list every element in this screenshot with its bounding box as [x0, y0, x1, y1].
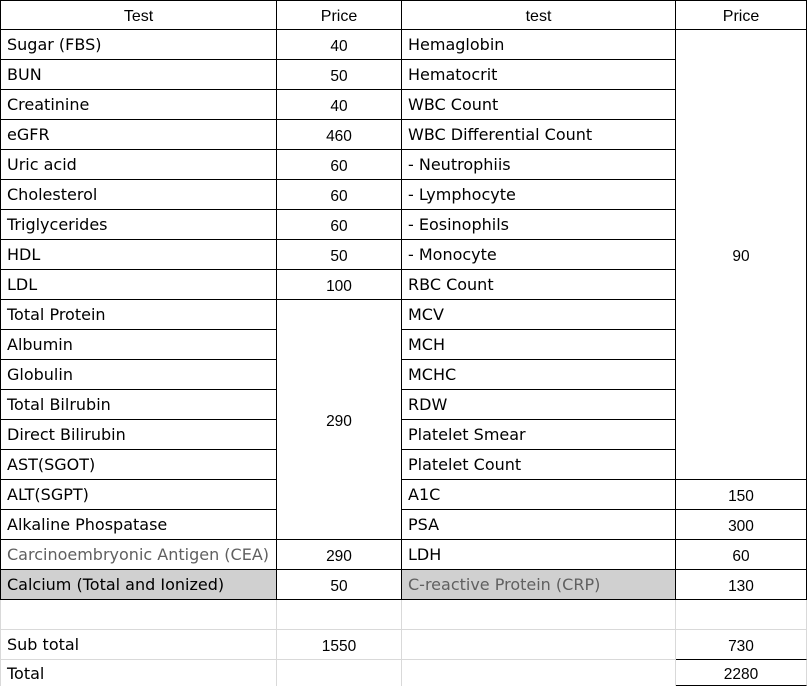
right-subtotal[interactable]: 730	[676, 630, 807, 660]
left-test-name[interactable]: Calcium (Total and Ionized)	[0, 570, 277, 600]
right-test-name[interactable]: LDH	[402, 540, 676, 570]
left-price[interactable]: 50	[277, 240, 402, 270]
right-test-name[interactable]: WBC Count	[402, 90, 676, 120]
left-test-name[interactable]: AST(SGOT)	[0, 450, 277, 480]
left-price[interactable]: 290	[277, 540, 402, 570]
left-test-name[interactable]: Globulin	[0, 360, 277, 390]
left-test-name[interactable]: Total Protein	[0, 300, 277, 330]
left-test-name[interactable]: Carcinoembryonic Antigen (CEA)	[0, 540, 277, 570]
left-test-name[interactable]: Uric acid	[0, 150, 277, 180]
left-price[interactable]: 60	[277, 150, 402, 180]
left-test-name[interactable]: Sugar (FBS)	[0, 30, 277, 60]
right-price[interactable]: 130	[676, 570, 807, 600]
left-test-name[interactable]: Cholesterol	[0, 180, 277, 210]
right-test-name[interactable]: Platelet Smear	[402, 420, 676, 450]
right-test-name[interactable]: RBC Count	[402, 270, 676, 300]
right-test-name[interactable]: - Monocyte	[402, 240, 676, 270]
right-test-name[interactable]: Platelet Count	[402, 450, 676, 480]
right-test-name[interactable]: Hematocrit	[402, 60, 676, 90]
left-price[interactable]: 50	[277, 570, 402, 600]
right-test-name[interactable]: RDW	[402, 390, 676, 420]
blank-cell[interactable]	[402, 660, 676, 686]
left-test-name[interactable]: HDL	[0, 240, 277, 270]
left-test-name[interactable]: BUN	[0, 60, 277, 90]
blank-cell[interactable]	[0, 600, 277, 630]
left-test-name[interactable]: Creatinine	[0, 90, 277, 120]
right-test-name[interactable]: A1C	[402, 480, 676, 510]
left-test-name[interactable]: Direct Bilirubin	[0, 420, 277, 450]
right-merged-price[interactable]: 90	[676, 30, 807, 480]
header-test-right[interactable]: test	[402, 0, 676, 30]
right-test-name[interactable]: C-reactive Protein (CRP)	[402, 570, 676, 600]
blank-cell[interactable]	[402, 600, 676, 630]
right-test-name[interactable]: MCV	[402, 300, 676, 330]
left-test-name[interactable]: ALT(SGPT)	[0, 480, 277, 510]
left-price[interactable]: 40	[277, 90, 402, 120]
blank-cell[interactable]	[277, 600, 402, 630]
grand-total[interactable]: 2280	[676, 660, 807, 686]
subtotal-label[interactable]: Sub total	[0, 630, 277, 660]
right-test-name[interactable]: Hemaglobin	[402, 30, 676, 60]
right-test-name[interactable]: MCH	[402, 330, 676, 360]
right-test-name[interactable]: - Neutrophiis	[402, 150, 676, 180]
right-price[interactable]: 150	[676, 480, 807, 510]
left-test-name[interactable]: Alkaline Phospatase	[0, 510, 277, 540]
left-price[interactable]: 50	[277, 60, 402, 90]
left-price[interactable]: 460	[277, 120, 402, 150]
right-test-name[interactable]: MCHC	[402, 360, 676, 390]
right-test-name[interactable]: - Eosinophils	[402, 210, 676, 240]
header-test[interactable]: Test	[0, 0, 277, 30]
right-test-name[interactable]: - Lymphocyte	[402, 180, 676, 210]
right-price[interactable]: 60	[676, 540, 807, 570]
left-test-name[interactable]: Triglycerides	[0, 210, 277, 240]
total-label[interactable]: Total	[0, 660, 277, 686]
right-price[interactable]: 300	[676, 510, 807, 540]
right-test-name[interactable]: PSA	[402, 510, 676, 540]
right-test-name[interactable]: WBC Differential Count	[402, 120, 676, 150]
left-merged-price[interactable]: 290	[277, 300, 402, 540]
left-subtotal[interactable]: 1550	[277, 630, 402, 660]
blank-cell[interactable]	[676, 600, 807, 630]
left-price[interactable]: 100	[277, 270, 402, 300]
left-test-name[interactable]: eGFR	[0, 120, 277, 150]
left-test-name[interactable]: LDL	[0, 270, 277, 300]
left-test-name[interactable]: Albumin	[0, 330, 277, 360]
blank-cell[interactable]	[277, 660, 402, 686]
left-price[interactable]: 60	[277, 210, 402, 240]
header-price-right[interactable]: Price	[676, 0, 807, 30]
header-price[interactable]: Price	[277, 0, 402, 30]
left-price[interactable]: 60	[277, 180, 402, 210]
blank-cell[interactable]	[402, 630, 676, 660]
left-test-name[interactable]: Total Bilrubin	[0, 390, 277, 420]
left-price[interactable]: 40	[277, 30, 402, 60]
